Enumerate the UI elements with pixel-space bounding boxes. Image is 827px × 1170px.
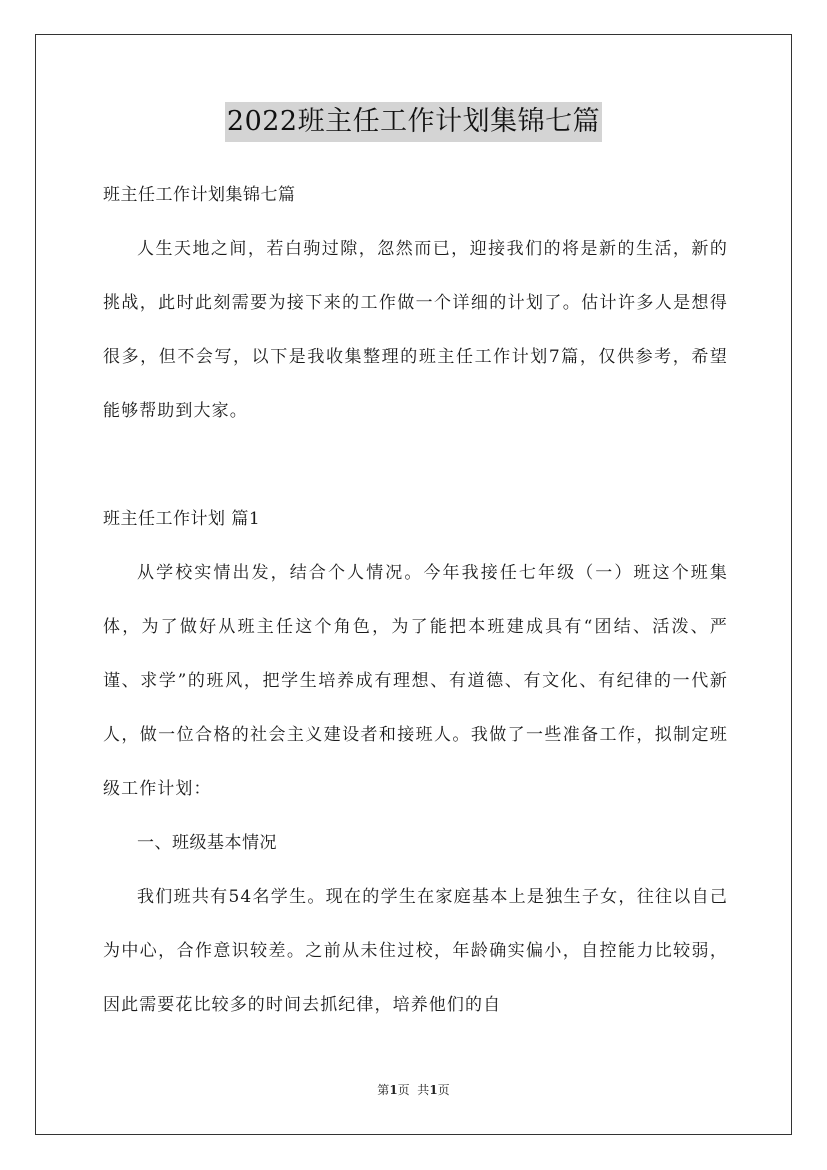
footer-suffix: 页: [437, 1083, 450, 1097]
page-footer: [0, 1082, 827, 1098]
students-paragraph: 我们班共有54名学生。现在的学生在家庭基本上是独生子女，往往以自己为中心，合作意识较差。之前从未住过校，年龄确实偏小，自控能力比较弱，因此需要花比较多的时间去抓纪律，培养他们的自: [103, 887, 728, 1015]
footer-page-total: 1: [429, 1083, 438, 1097]
document-subtitle: 班主任工作计划集锦七篇: [103, 185, 296, 205]
footer-prefix: 第: [377, 1083, 390, 1097]
section1-paragraph: 从学校实情出发，结合个人情况。今年我接任七年级（一）班这个班集体，为了做好从班主任这个角色，为了能把本班建成具有“团结、活泼、严谨、求学”的班风，把学生培养成有理想、有道德、有文化、有纪律的一代新人，做一位合格的社会主义建设者和接班人。我做了一些准备工作，拟制定班级工作计划：: [103, 563, 728, 799]
document-title: 2022班主任工作计划集锦七篇: [225, 102, 602, 142]
footer-page-number: 1: [389, 1083, 398, 1097]
footer-mid: 页 共: [397, 1083, 430, 1097]
subheading-class-situation: 一、班级基本情况: [137, 833, 277, 853]
title-wrap: [0, 102, 827, 142]
intro-paragraph: 人生天地之间，若白驹过隙，忽然而已，迎接我们的将是新的生活，新的挑战，此时此刻需要为接下来的工作做一个详细的计划了。估计许多人是想得很多，但不会写，以下是我收集整理的班主任工作计划7篇，仅供参考，希望能够帮助到大家。: [103, 239, 728, 421]
section-heading-1: 班主任工作计划 篇1: [103, 509, 261, 529]
